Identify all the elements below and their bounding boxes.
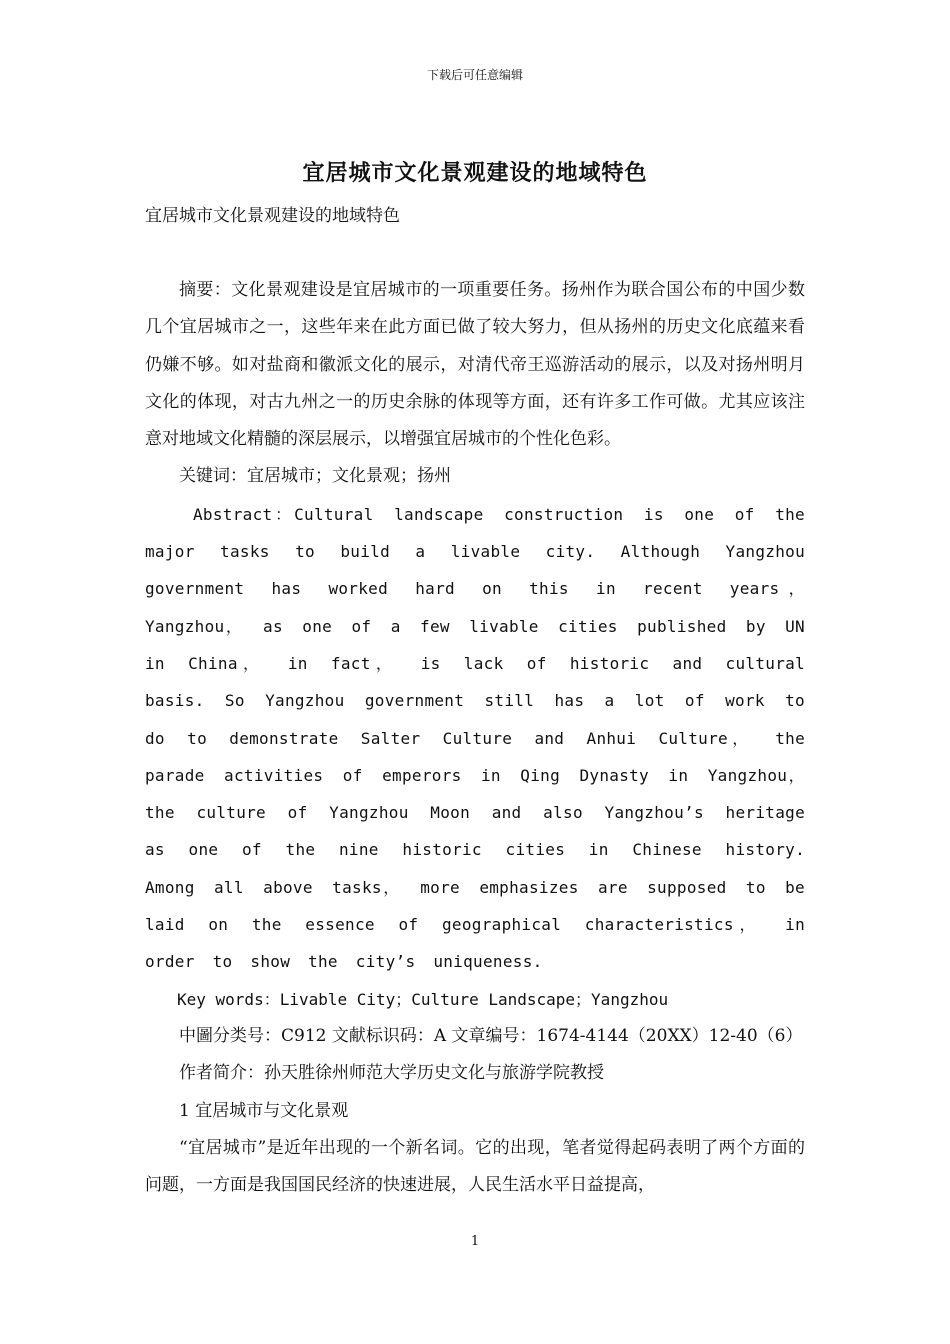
document-title: 宜居城市文化景观建设的地域特色	[302, 160, 648, 186]
keywords-english: Key words：Livable City；Culture Landscape；Yangzhou	[177, 989, 669, 1009]
author-info: 作者简介：孙天胜徐州师范大学历史文化与旅游学院教授	[179, 1063, 604, 1084]
body-paragraph: “宜居城市”是近年出现的一个新名词。它的出现，笔者觉得起码表明了两个方面的问题，一方面是我国国民经济的快速进展，人民生活水平日益提高，	[145, 1137, 805, 1196]
abstract-english: Abstract：Cultural landscape construction is one of the major tasks to build a livable city. Although Yangzhou government has worked hard on this in recent years， Yangzhou， as one of a few livable cities published by UN in China， in fact， is lack of historic and cultural basis. So Yangzhou government still has a lot of work to do to demonstrate Salter Culture and Anhui Culture， the parade activities of emperors in Qing Dynasty in Yangzhou， the culture of Yangzhou Moon and also Yangzhou’s heritage as one of the nine historic cities in Chinese history. Among all above tasks， more emphasizes are supposed to be laid on the essence of geographical characteristics， in order to show the city’s uniqueness.	[145, 504, 805, 972]
keywords-chinese: 关键词：宜居城市；文化景观；扬州	[179, 466, 451, 487]
classification-info: 中圖分类号：C912 文献标识码：A 文章编号：1674-4144（20XX）12-40（6）	[179, 1025, 803, 1046]
document-subtitle: 宜居城市文化景观建设的地域特色	[145, 206, 400, 226]
page-number: 1	[470, 1234, 480, 1249]
document-body	[145, 198, 805, 1204]
abstract-chinese: 摘要：文化景观建设是宜居城市的一项重要任务。扬州作为联合国公布的中国少数几个宜居城市之一，这些年来在此方面已做了较大努力，但从扬州的历史文化底蕴来看仍嫌不够。如对盐商和徽派文化的展示，对清代帝王巡游活动的展示，以及对扬州明月文化的体现，对古九州之一的历史余脉的体现等方面，还有许多工作可做。尤其应该注意对地域文化精髓的深层展示，以增强宜居城市的个性化色彩。	[145, 280, 805, 450]
blank-line	[145, 235, 805, 272]
section-heading: 1 宜居城市与文化景观	[179, 1100, 349, 1121]
page-header-note: 下载后可任意编辑	[426, 68, 523, 82]
